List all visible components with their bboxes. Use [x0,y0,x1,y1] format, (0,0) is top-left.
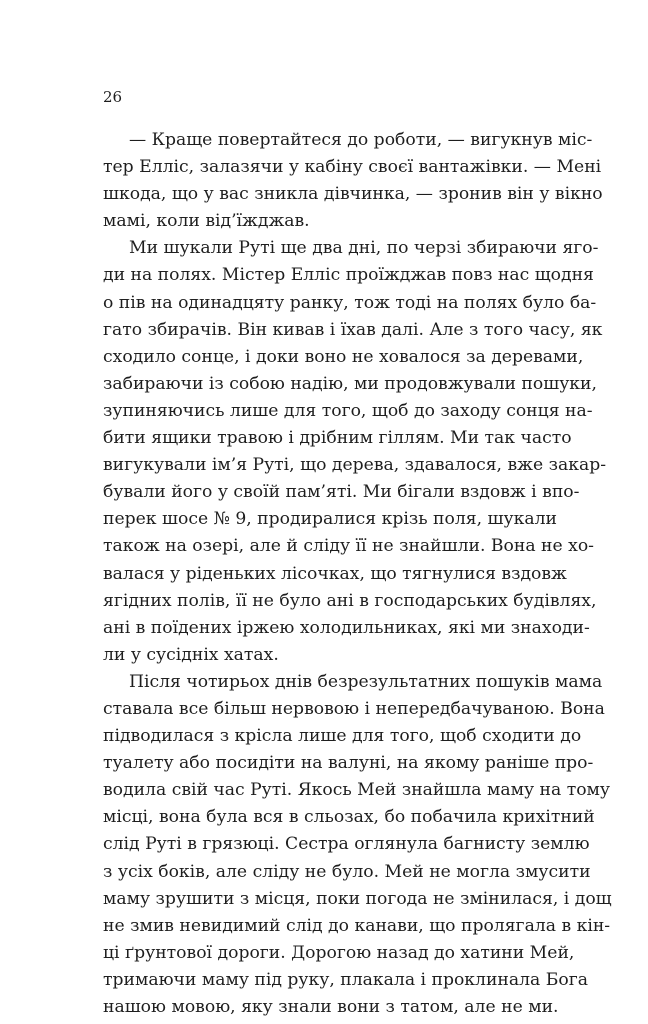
paragraph [103,127,603,235]
text-line: валася у ріденьких лісочках, що тягнулися вздовж [103,563,567,584]
text-line: місці, вона була вся в сльозах, бо побачила крихітний [103,807,595,828]
text-line: мамі, коли від’їжджав. [103,211,310,232]
text-line: ставала все більш нервовою і непередбачуваною. Вона [103,698,605,719]
text-line: слід Руті в грязюці. Сестра оглянула багнисту землю [103,834,590,855]
text-line: тримаючи маму під руку, плакала і проклинала Бога [103,969,588,990]
text-line: сходило сонце, і доки воно не ховалося за деревами, [103,346,584,367]
text-line: підводилася з крісла лише для того, щоб сходити до [103,726,582,747]
text-line: маму зрушити з місця, поки погода не змінилася, і дощ [103,888,612,909]
text-line: Ми шукали Руті ще два дні, по черзі збираючи яго- [129,238,599,259]
text-line: зупиняючись лише для того, щоб до заходу сонця на- [103,400,593,421]
text-line: з усіх боків, але сліду не було. Мей не могла змусити [103,861,591,882]
text-line: бували його у своїй пам’яті. Ми бігали вздовж і впо- [103,482,580,503]
text-line: — Краще повертайтеся до роботи, — вигукнув міс- [129,130,593,150]
text-line: бити ящики травою і дрібним гіллям. Ми так часто [103,428,572,449]
text-line: водила свій час Руті. Якось Мей знайшла маму на тому [103,780,611,801]
text-line: нашою мовою, яку знали вони з татом, але не ми. [103,997,559,1017]
body-text [103,127,612,1021]
text-line: гато збирачів. Він кивав і їхав далі. Але з того часу, як [103,319,603,340]
text-line: тер Елліс, залазячи у кабіну своєї вантажівки. — Мені [103,157,602,178]
text-line: вигукували ім’я Руті, що дерева, здавалося, вже закар- [103,455,607,476]
text-line: ці ґрунтової дороги. Дорогою назад до хатини Мей, [103,942,575,963]
text-line: туалету або посидіти на валуні, на якому раніше про- [103,753,594,774]
paragraph [103,235,607,669]
text-line: Після чотирьох днів безрезультатних пошуків мама [129,671,603,692]
page-number: 26 [103,88,123,106]
paragraph [103,669,612,1021]
text-line: ли у сусідніх хатах. [103,644,279,665]
text-line: перек шосе № 9, продиралися крізь поля, шукали [103,509,557,530]
text-line: ані в поїдених іржею холодильниках, які ми знаходи- [103,617,590,638]
text-line: не змив невидимий слід до канави, що пролягала в кін- [103,915,611,936]
text-line: ди на полях. Містер Елліс проїжджав повз нас щодня [103,265,594,286]
text-line: о пів на одинадцяту ранку, тож тоді на полях було ба- [103,292,597,313]
text-line: шкода, що у вас зникла дівчинка, — зронив він у вікно [103,184,603,205]
text-line: ягідних полів, її не було ані в господарських будівлях, [103,590,597,611]
text-line: забираючи із собою надію, ми продовжували пошуки, [103,373,597,394]
text-line: також на озері, але й сліду її не знайшли. Вона не хо- [103,536,594,557]
